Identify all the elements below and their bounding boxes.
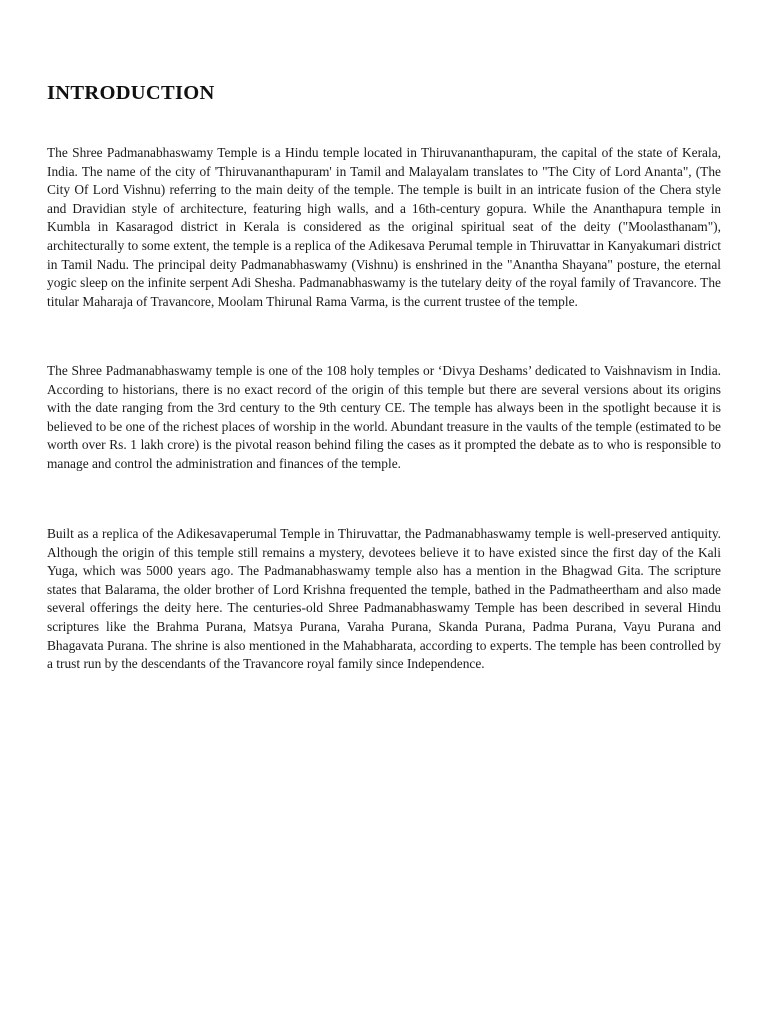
section-heading: INTRODUCTION bbox=[47, 82, 215, 104]
paragraph-3: Built as a replica of the Adikesavaperumal Temple in Thiruvattar, the Padmanabhaswamy temple is well-preserved antiquity. Although the origin of this temple still remains a mystery, devotees believe it to have existed since the first day of the Kali Yuga, which was 5000 years ago. The Padmanabhaswamy temple also has a mention in the Bhagwad Gita. The scripture states that Balarama, the older brother of Lord Krishna frequented the temple, bathed in the Padmatheertham and also made several offerings the deity here. The centuries-old Shree Padmanabhaswamy Temple has been described in several Hindu scriptures like the Brahma Purana, Matsya Purana, Varaha Purana, Skanda Purana, Padma Purana, Vayu Purana and Bhagavata Purana. The shrine is also mentioned in the Mahabharata, according to experts. The temple has been controlled by a trust run by the descendants of the Travancore royal family since Independence. bbox=[47, 526, 721, 672]
paragraph-2: The Shree Padmanabhaswamy temple is one of the 108 holy temples or ‘Divya Deshams’ dedicated to Vaishnavism in India. According to historians, there is no exact record of the origin of this temple but there are several versions about its origins with the date ranging from the 3rd century to the 9th century CE. The temple has always been in the spotlight because it is believed to be one of the richest places of worship in the world. Abundant treasure in the vaults of the temple (estimated to be worth over Rs. 1 lakh crore) is the pivotal reason behind filing the cases as it prompted the debate as to who is responsible to manage and control the administration and finances of the temple. bbox=[47, 363, 721, 471]
paragraph-1: The Shree Padmanabhaswamy Temple is a Hindu temple located in Thiruvananthapuram, the capital of the state of Kerala, India. The name of the city of 'Thiruvananthapuram' in Tamil and Malayalam translates to "The City of Lord Ananta", (The City Of Lord Vishnu) referring to the main deity of the temple. The temple is built in an intricate fusion of the Chera style and Dravidian style of architecture, featuring high walls, and a 16th-century gopura. While the Ananthapura temple in Kumbla in Kasaragod district in Kerala is considered as the original spiritual seat of the deity ("Moolasthanam"), architecturally to some extent, the temple is a replica of the Adikesava Perumal temple in Thiruvattar in Kanyakumari district in Tamil Nadu. The principal deity Padmanabhaswamy (Vishnu) is enshrined in the "Anantha Shayana" posture, the eternal yogic sleep on the infinite serpent Adi Shesha. Padmanabhaswamy is the tutelary deity of the royal family of Travancore. The titular Maharaja of Travancore, Moolam Thirunal Rama Varma, is the current trustee of the temple. bbox=[47, 145, 721, 309]
